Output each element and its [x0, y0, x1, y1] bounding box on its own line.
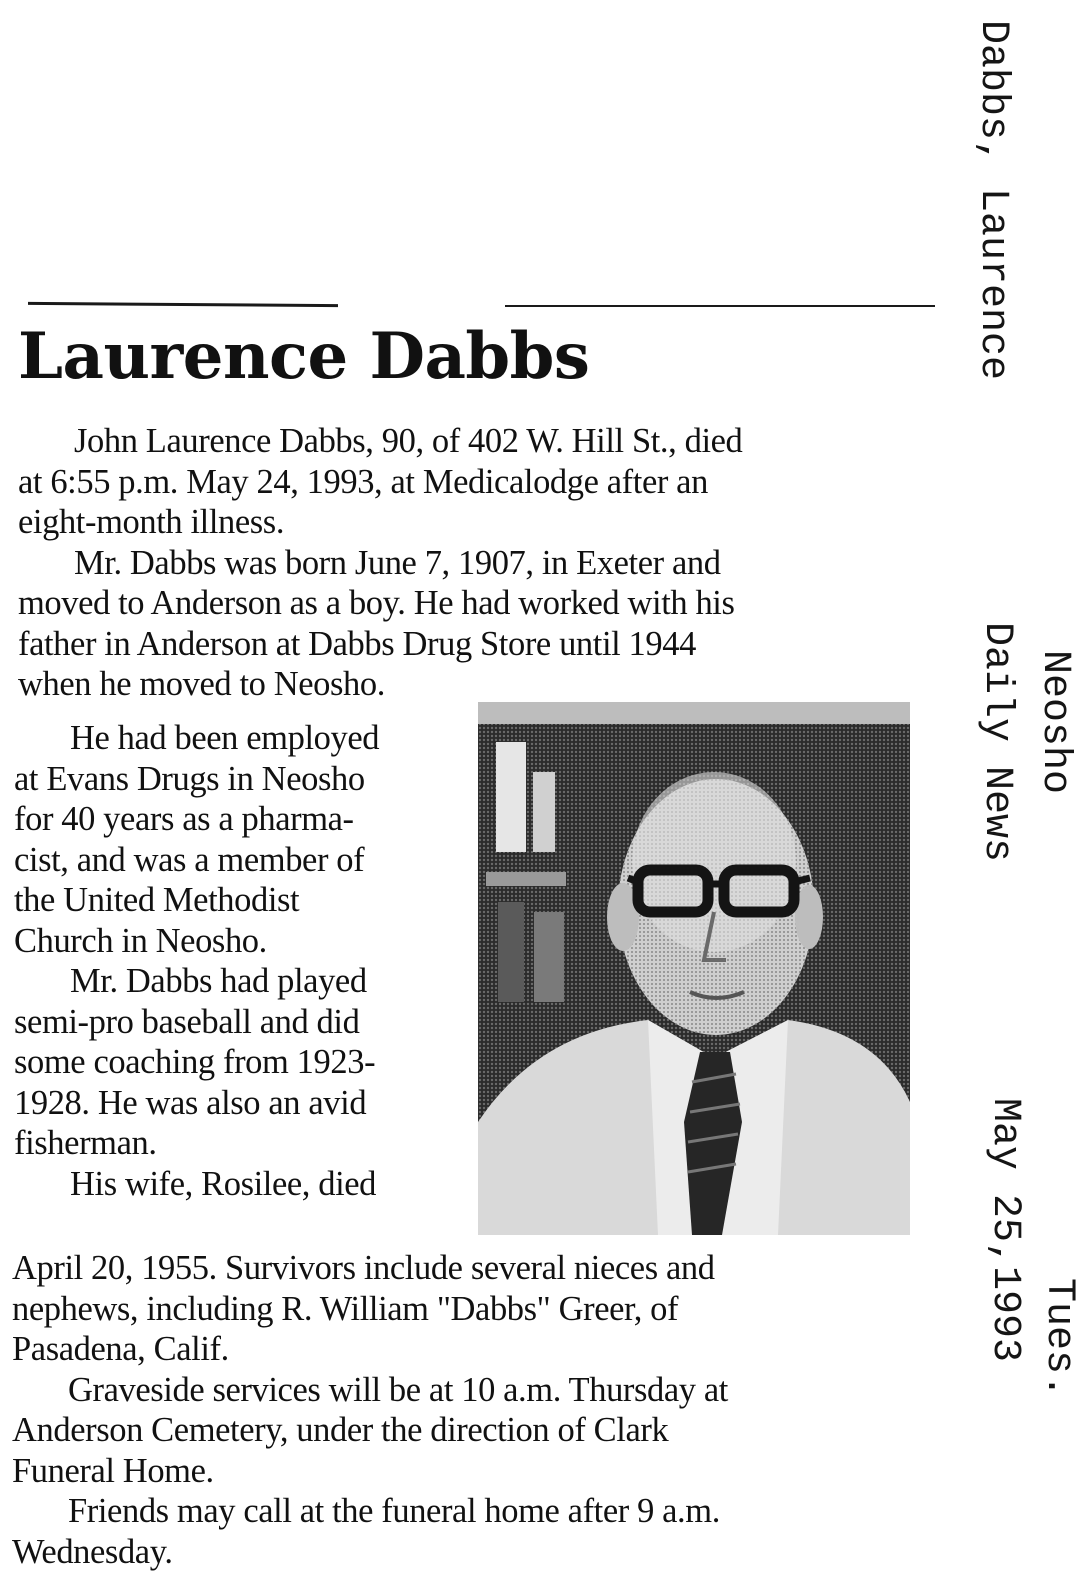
text-line: fisherman. — [14, 1124, 157, 1162]
annotation-newspaper-line2: Daily News — [974, 622, 1019, 863]
annotation-newspaper-line1: Neosho — [1032, 650, 1077, 795]
text-line: Church in Neosho. — [14, 921, 267, 960]
text-line: Friends may call at the funeral home after 9 a.m. — [68, 1492, 720, 1530]
text-line: John Laurence Dabbs, 90, of 402 W. Hill St., died — [74, 422, 743, 460]
text-line: nephews, including R. William "Dabbs" Greer, of — [12, 1289, 679, 1328]
text-line: when he moved to Neosho. — [18, 665, 385, 703]
annotation-name: Dabbs, Laurence — [970, 20, 1015, 381]
top-rule-left — [28, 302, 338, 307]
portrait-photo — [478, 702, 910, 1235]
text-line: Pasadena, Calif. — [12, 1330, 229, 1368]
top-rule-right — [505, 305, 935, 307]
text-line: for 40 years as a pharma- — [14, 800, 354, 838]
text-line: semi-pro baseball and did — [14, 1002, 360, 1041]
text-line: eight-month illness. — [18, 503, 285, 541]
annotation-date-line1: Tues. — [1036, 1278, 1081, 1399]
text-line: the United Methodist — [14, 881, 300, 919]
text-line: at Evans Drugs in Neosho — [14, 759, 365, 798]
text-line: Anderson Cemetery, under the direction of Clark — [12, 1411, 669, 1449]
text-line: April 20, 1955. Survivors include several nieces and — [12, 1249, 715, 1287]
text-line: cist, and was a member of — [14, 840, 365, 879]
text-line: Mr. Dabbs had played — [70, 962, 367, 1000]
text-line: father in Anderson at Dabbs Drug Store until 1944 — [18, 624, 696, 663]
text-line: Wednesday. — [12, 1532, 173, 1571]
annotation-date-line2: May 25,1993 — [982, 1098, 1027, 1363]
text-line: 1928. He was also an avid — [14, 1083, 367, 1122]
text-line: moved to Anderson as a boy. He had worked with his — [18, 584, 735, 622]
obituary-headline: Laurence Dabbs — [18, 319, 590, 394]
text-line: Graveside services will be at 10 a.m. Thursday at — [68, 1370, 728, 1409]
obituary-top-text — [18, 421, 742, 705]
text-line: He had been employed — [70, 719, 380, 757]
text-line: at 6:55 p.m. May 24, 1993, at Medicalodge after an — [18, 462, 708, 501]
text-line: His wife, Rosilee, died — [70, 1164, 377, 1203]
obituary-narrow-text — [14, 718, 379, 1204]
text-line: Mr. Dabbs was born June 7, 1907, in Exeter and — [74, 543, 721, 582]
text-line: some coaching from 1923- — [14, 1043, 376, 1081]
text-line: Funeral Home. — [12, 1451, 214, 1490]
obituary-bottom-text — [12, 1248, 728, 1572]
